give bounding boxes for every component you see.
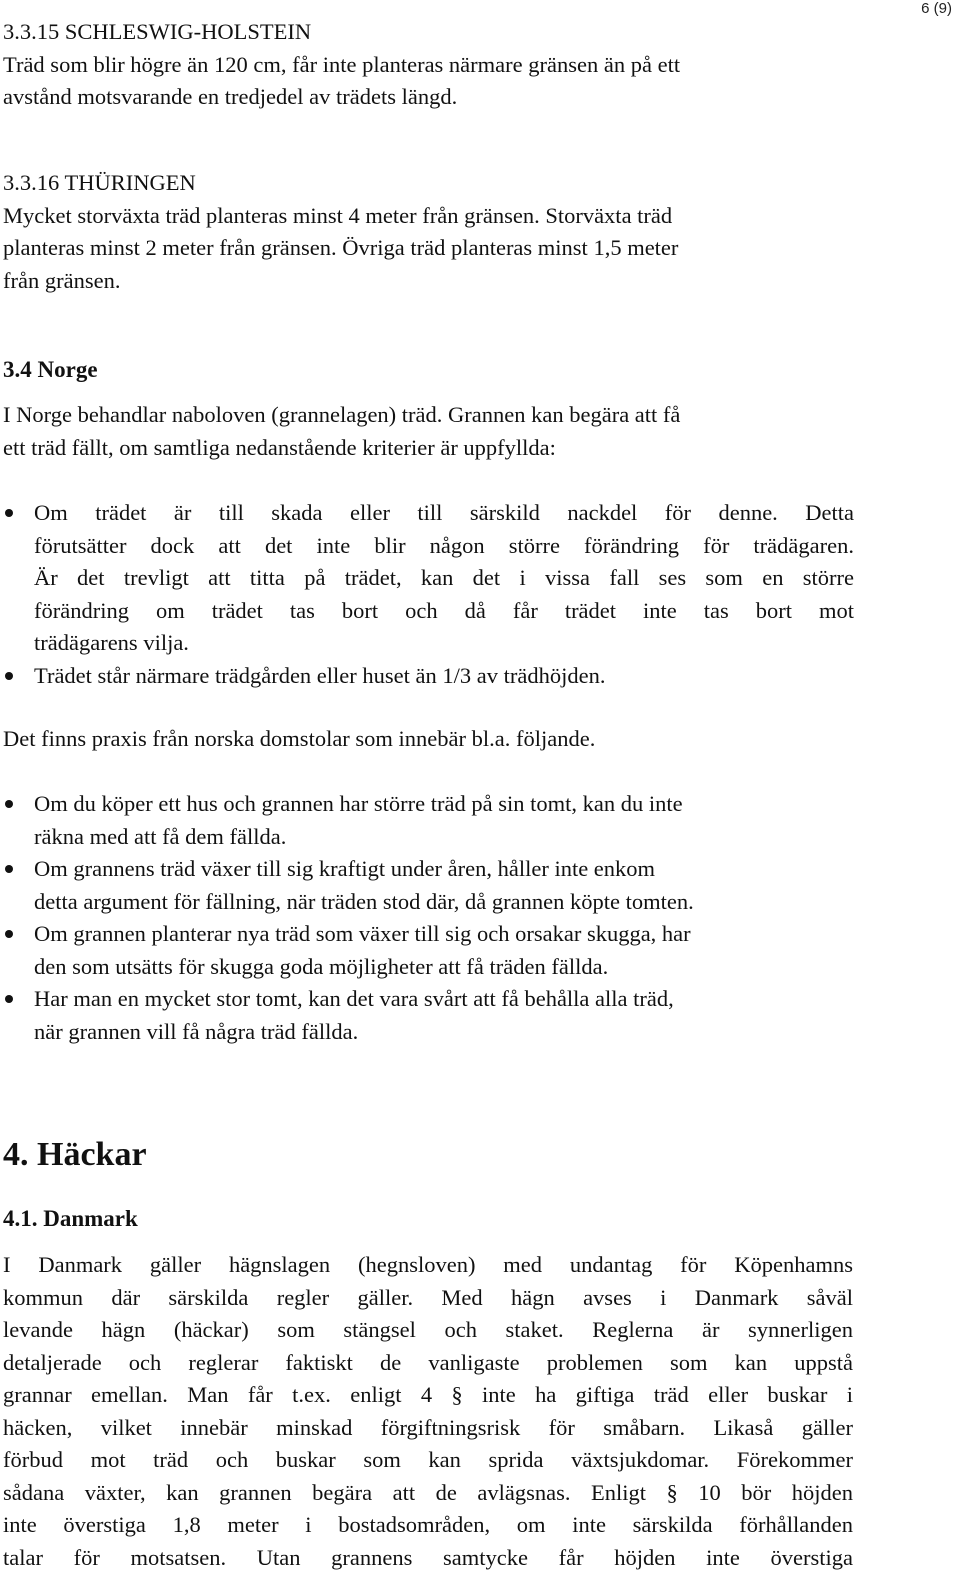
bullet-icon <box>5 672 13 680</box>
list-item <box>0 983 854 1048</box>
text-line: Är det trevligt att titta på trädet, kan det i vissa fall ses som en större <box>34 565 854 590</box>
heading-norge: 3.4 Norge <box>3 357 98 382</box>
text-line: levande hägn (häckar) som stängsel och staket. Reglerna är synnerligen <box>3 1317 853 1342</box>
page-number: 6 (9) <box>921 0 952 17</box>
bullet-icon <box>5 930 13 938</box>
text-line: avstånd motsvarande en tredjedel av trädets längd. <box>3 84 458 109</box>
text-line: den som utsätts för skugga goda möjligheter att få träden fällda. <box>34 953 609 979</box>
text-line: förutsätter dock att det inte blir någon större förändring för trädägaren. <box>34 532 854 558</box>
heading-danmark: 4.1. Danmark <box>3 1206 138 1231</box>
text-line: Har man en mycket stor tomt, kan det vara svårt att få behålla alla träd, <box>34 986 674 1011</box>
norge-praxis-intro <box>3 723 853 756</box>
text-line: Mycket storväxta träd planteras minst 4 meter från gränsen. Storväxta träd <box>3 202 673 228</box>
text-line: Om grannens träd växer till sig kraftigt under åren, håller inte enkom <box>34 856 656 881</box>
chapter-title: 4. Häckar <box>3 1136 147 1173</box>
text-line: sådana växter, kan grannen begära att de avlägsnas. Enligt § 10 bör höjden <box>3 1479 853 1505</box>
section-heading: 3.3.15 SCHLESWIG-HOLSTEIN <box>3 19 312 44</box>
norge-criteria-list <box>0 497 854 692</box>
text-line: I Norge behandlar naboloven (grannelagen) träd. Grannen kan begära att få <box>3 402 681 427</box>
text-line: Det finns praxis från norska domstolar som innebär bl.a. följande. <box>3 726 596 751</box>
text-line: talar för motsatsen. Utan grannens samtycke får höjden inte överstiga <box>3 1544 853 1570</box>
norge-intro <box>3 399 853 464</box>
text-line: detaljerade och reglerar faktiskt de vanligaste problemen som kan uppstå <box>3 1349 853 1375</box>
list-item <box>0 497 854 660</box>
text-line: Om trädet är till skada eller till särskild nackdel för denne. Detta <box>34 500 854 525</box>
text-line: räkna med att få dem fällda. <box>34 823 287 849</box>
text-line: från gränsen. <box>3 267 121 293</box>
text-line: när grannen vill få några träd fällda. <box>34 1018 359 1044</box>
text-line: planteras minst 2 meter från gränsen. Övriga träd planteras minst 1,5 meter <box>3 235 679 260</box>
norge-praxis-list <box>0 788 854 1048</box>
text-line: häcken, vilket innebär minskad förgiftningsrisk för småbarn. Likaså gäller <box>3 1414 853 1440</box>
section-heading: 3.3.16 THÜRINGEN <box>3 170 196 195</box>
text-line: ett träd fällt, om samtliga nedanstående kriterier är uppfyllda: <box>3 434 556 460</box>
section-schleswig-holstein <box>3 16 853 114</box>
danmark-paragraph <box>3 1249 853 1574</box>
bullet-icon <box>5 995 13 1003</box>
section-thueringen <box>3 167 853 297</box>
bullet-icon <box>5 509 13 517</box>
list-item <box>0 660 854 693</box>
text-line: grannar emellan. Man får t.ex. enligt 4 § inte ha giftiga träd eller buskar i <box>3 1382 853 1407</box>
text-line: inte överstiga 1,8 meter i bostadsområden, om inte särskilda förhållanden <box>3 1512 853 1537</box>
text-line: Om grannen planterar nya träd som växer till sig och orsakar skugga, har <box>34 921 691 946</box>
bullet-icon <box>5 865 13 873</box>
bullet-icon <box>5 800 13 808</box>
text-line: Trädet står närmare trädgården eller huset än 1/3 av trädhöjden. <box>34 662 606 688</box>
list-item <box>0 918 854 983</box>
text-line: förändring om trädet tas bort och då får trädet inte tas bort mot <box>34 597 854 623</box>
text-line: I Danmark gäller hägnslagen (hegnsloven) med undantag för Köpenhamns <box>3 1252 853 1277</box>
list-item <box>0 853 854 918</box>
text-line: trädägarens vilja. <box>34 630 189 655</box>
text-line: Träd som blir högre än 120 cm, får inte planteras närmare gränsen än på ett <box>3 51 681 77</box>
text-line: kommun där särskilda regler gäller. Med hägn avses i Danmark såväl <box>3 1284 853 1310</box>
text-line: Om du köper ett hus och grannen har större träd på sin tomt, kan du inte <box>34 791 683 816</box>
text-line: förbud mot träd och buskar som kan sprida växtsjukdomar. Förekommer <box>3 1447 853 1472</box>
list-item <box>0 788 854 853</box>
text-line: detta argument för fällning, när träden stod där, då grannen köpte tomten. <box>34 888 694 914</box>
